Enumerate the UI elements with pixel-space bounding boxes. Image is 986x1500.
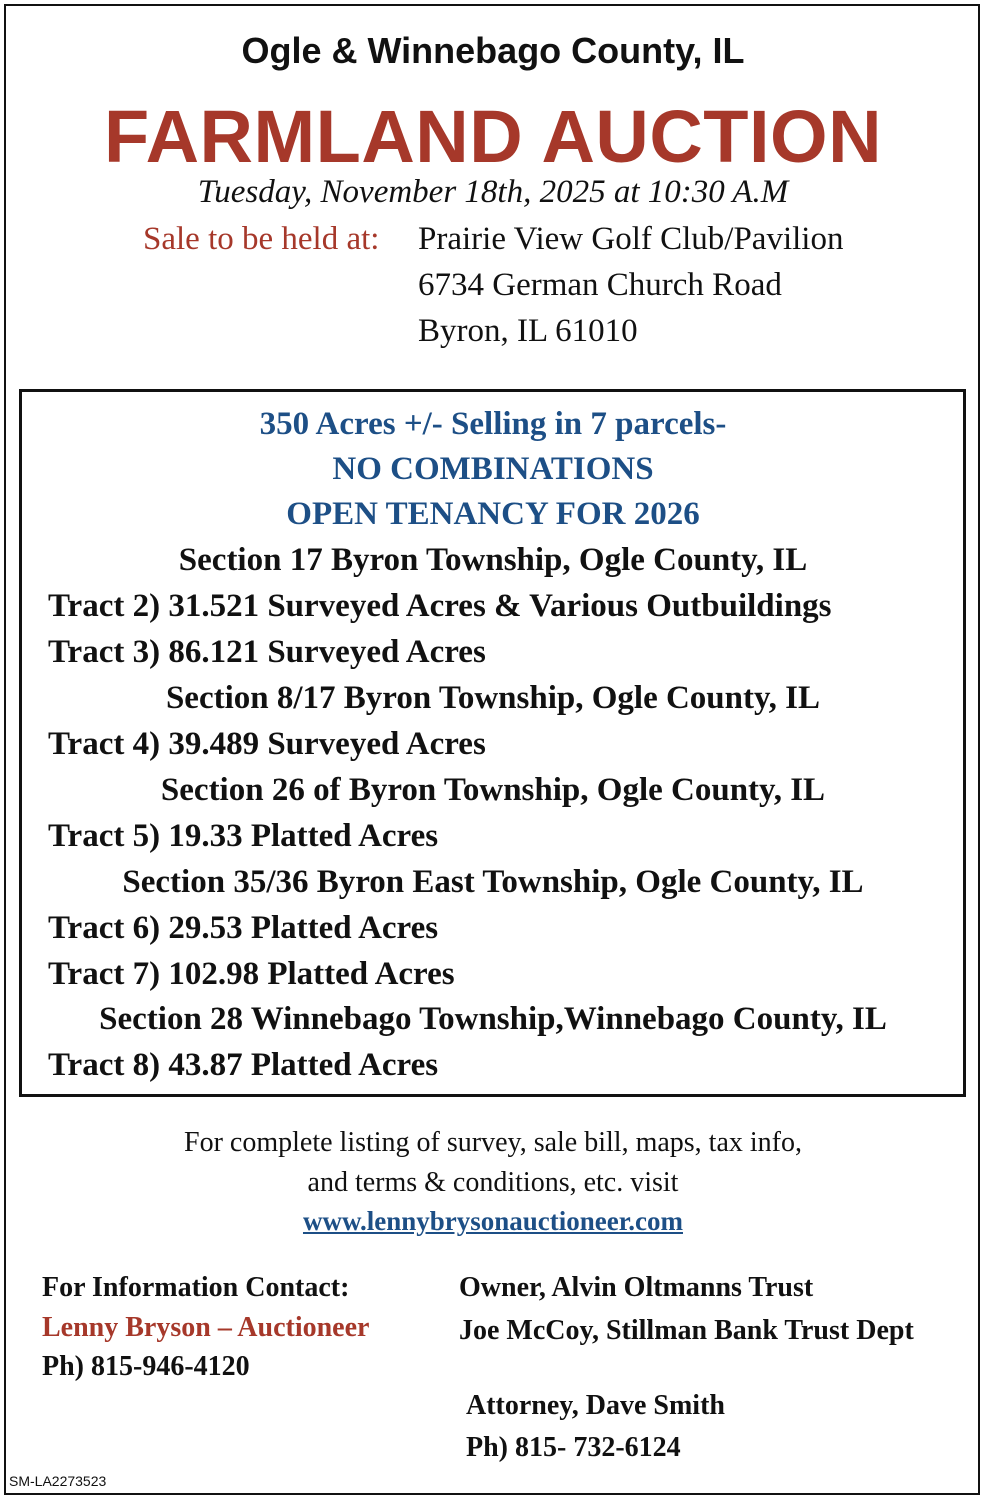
auctioneer-name: Lenny Bryson – Auctioneer (42, 1312, 370, 1343)
contact-title: For Information Contact: (42, 1272, 350, 1303)
website-link[interactable]: www.lennybrysonauctioneer.com (302, 1206, 683, 1236)
owner-trust-dept: Joe McCoy, Stillman Bank Trust Dept (459, 1315, 914, 1346)
tract-line: Tract 4) 39.489 Surveyed Acres (48, 726, 486, 762)
attorney-name: Attorney, Dave Smith (466, 1390, 725, 1421)
section-heading: Section 8/17 Byron Township, Ogle County, IL (165, 680, 821, 716)
county-heading: Ogle & Winnebago County, IL (241, 30, 745, 71)
section-heading: Section 35/36 Byron East Township, Ogle County, IL (122, 864, 864, 900)
info-line-2: and terms & conditions, etc. visit (307, 1167, 679, 1198)
auction-date: Tuesday, November 18th, 2025 at 10:30 A.M (197, 174, 789, 210)
section-heading: Section 28 Winnebago Township,Winnebago County, IL (99, 1001, 887, 1037)
auction-headline: FARMLAND AUCTION (103, 95, 883, 178)
section-heading: Section 17 Byron Township, Ogle County, IL (178, 542, 808, 578)
auctioneer-phone: Ph) 815-946-4120 (42, 1351, 250, 1382)
ad-id: SM-LA2273523 (9, 1473, 107, 1489)
info-line-1: For complete listing of survey, sale bill, maps, tax info, (184, 1127, 802, 1158)
section-heading: Section 26 of Byron Township, Ogle County, IL (160, 772, 826, 808)
sale-location-label: Sale to be held at: (143, 221, 380, 257)
owner-name: Owner, Alvin Oltmanns Trust (459, 1272, 814, 1303)
venue-city: Byron, IL 61010 (418, 313, 638, 349)
tract-line: Tract 5) 19.33 Platted Acres (48, 818, 439, 854)
tract-line: Tract 7) 102.98 Platted Acres (48, 956, 455, 992)
acreage-highlight: 350 Acres +/- Selling in 7 parcels- (259, 406, 727, 442)
attorney-phone: Ph) 815- 732-6124 (466, 1432, 681, 1463)
tract-line: Tract 3) 86.121 Surveyed Acres (48, 634, 486, 670)
no-combinations: NO COMBINATIONS (332, 451, 654, 487)
tract-line: Tract 8) 43.87 Platted Acres (48, 1047, 439, 1083)
venue-street: 6734 German Church Road (418, 267, 782, 303)
tract-line: Tract 2) 31.521 Surveyed Acres & Various Outbuildings (48, 588, 832, 624)
open-tenancy: OPEN TENANCY FOR 2026 (286, 496, 700, 532)
venue-name: Prairie View Golf Club/Pavilion (418, 221, 844, 257)
tract-line: Tract 6) 29.53 Platted Acres (48, 910, 439, 946)
